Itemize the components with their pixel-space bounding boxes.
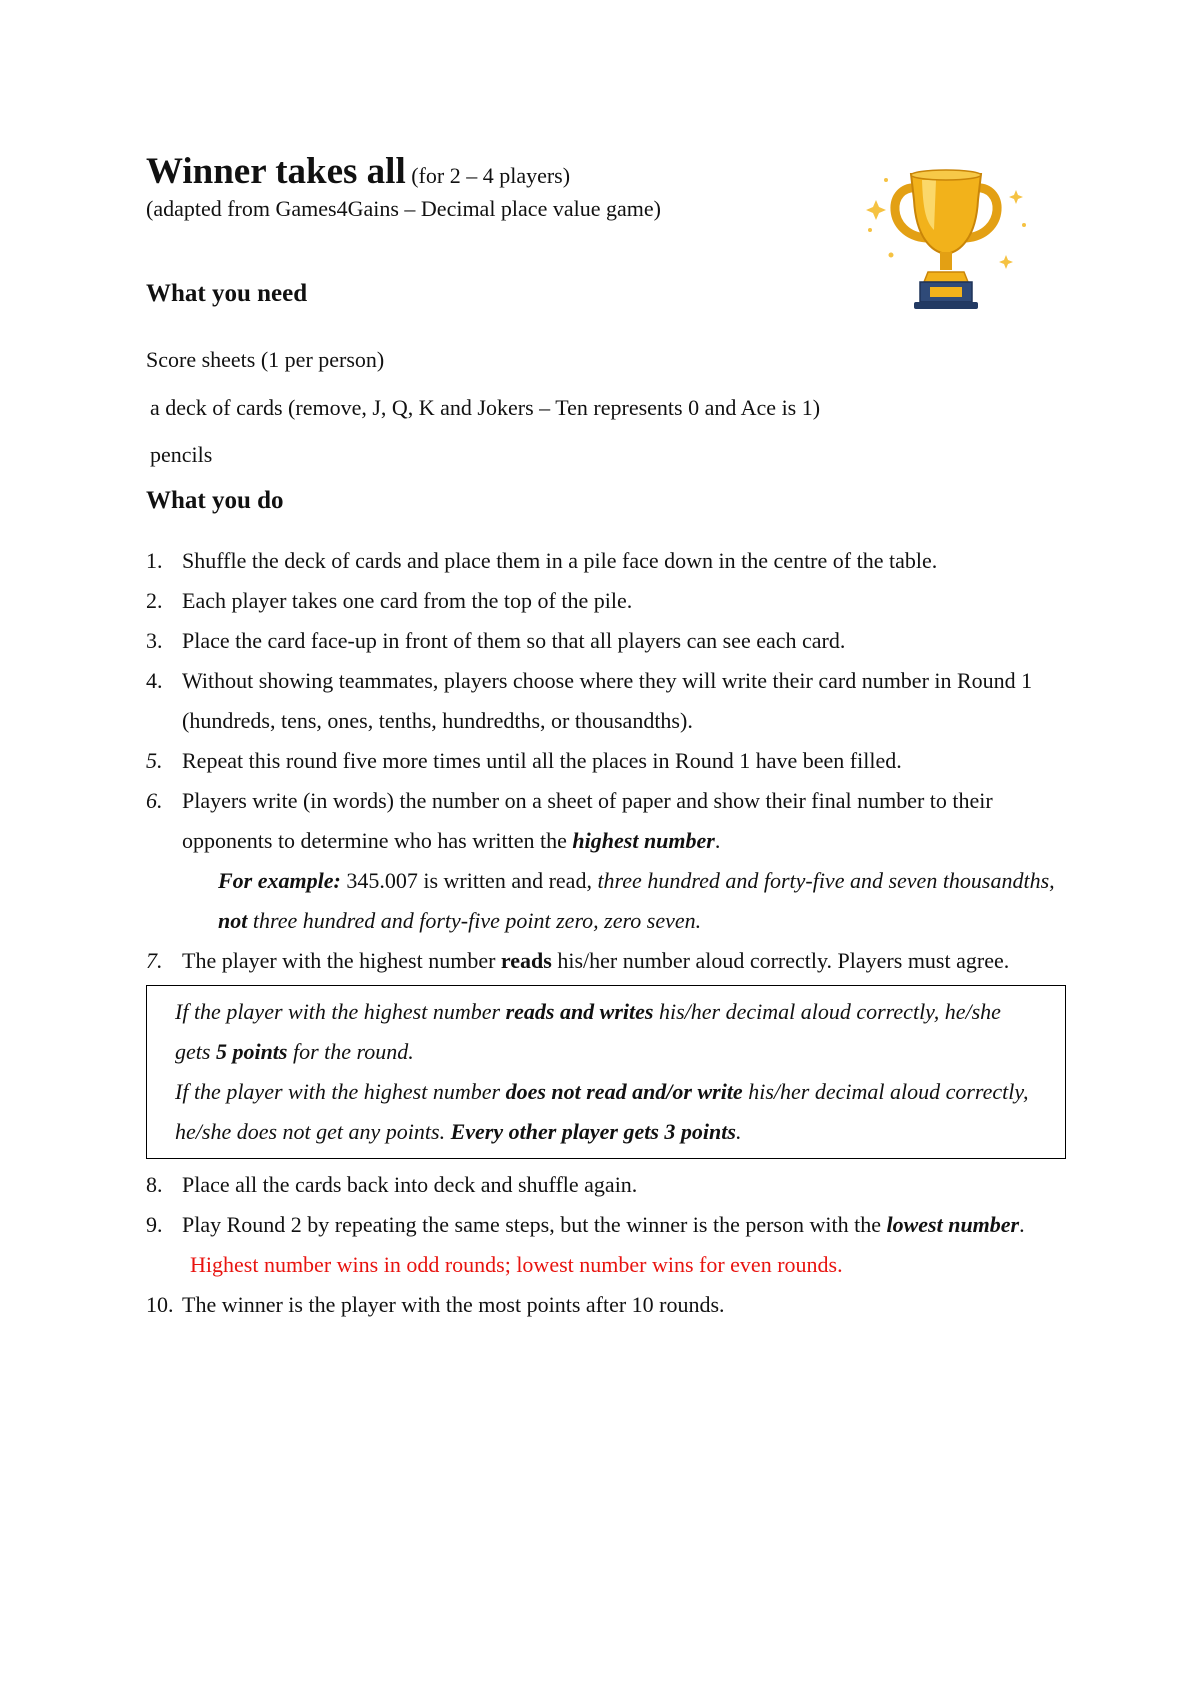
page-title	[146, 150, 570, 193]
steps-list	[146, 541, 1066, 1325]
step-8	[146, 1165, 1066, 1205]
example-correct-reading: three hundred and forty-five and seven thousandths,	[597, 868, 1055, 893]
five-points: 5 points	[215, 1039, 288, 1064]
example-not: not	[218, 908, 248, 933]
step-number: 3.	[146, 628, 163, 653]
title-main: Winner takes all	[146, 151, 406, 192]
adapted-from-note: (adapted from Games4Gains – Decimal place value game)	[146, 196, 661, 221]
need-item-deck: a deck of cards (remove, J, Q, K and Jokers – Ten represents 0 and Ace is 1)	[150, 395, 821, 420]
rule-incorrect	[175, 1072, 1037, 1152]
step-text: The player with the highest number	[182, 948, 501, 973]
highest-number-emphasis: highest number	[572, 828, 715, 853]
reads-emphasis: reads	[500, 948, 552, 973]
step-text: Players write (in words) the number on a sheet of paper and show their final number to their opponents to determine who has written the	[182, 788, 993, 853]
step-text: Place the card face-up in front of them so that all players can see each card.	[182, 628, 846, 653]
step-number: 2.	[146, 588, 163, 613]
step-number: 10.	[146, 1292, 174, 1317]
lowest-number-emphasis: lowest number	[886, 1212, 1020, 1237]
example-incorrect-reading: three hundred and forty-five point zero, zero seven.	[247, 908, 702, 933]
example-note	[146, 861, 1066, 941]
step-10	[146, 1285, 1066, 1325]
step-7	[146, 941, 1066, 981]
three-points: Every other player gets 3 points	[450, 1119, 736, 1144]
step-6	[146, 781, 1066, 861]
step-text-end: .	[1019, 1212, 1025, 1237]
step-number: 1.	[146, 548, 163, 573]
rule-correct	[175, 992, 1037, 1072]
what-you-need-heading: What you need	[146, 280, 308, 307]
step-text: Repeat this round five more times until all the places in Round 1 have been filled.	[182, 748, 902, 773]
step-2	[146, 581, 1066, 621]
scoring-rules-box	[146, 985, 1066, 1159]
step-text: Play Round 2 by repeating the same steps, but the winner is the person with the	[182, 1212, 887, 1237]
step-text-end: .	[714, 828, 721, 853]
example-label: For example:	[218, 868, 341, 893]
trophy-icon	[856, 160, 1036, 320]
step-text: Without showing teammates, players choose where they will write their card number in Round 1 (hundreds, tens, ones, tenths, hundredths, or thousandths).	[182, 668, 1033, 733]
rule-text: If the player with the highest number	[175, 999, 506, 1024]
step-text: Each player takes one card from the top of the pile.	[182, 588, 633, 613]
rule-emphasis: reads and writes	[505, 999, 654, 1024]
step-5	[146, 741, 1066, 781]
step-text: The winner is the player with the most points after 10 rounds.	[182, 1292, 725, 1317]
rule-text: his/her decimal aloud correctly, he/she gets	[175, 999, 1001, 1064]
example-number: 345.007	[340, 868, 418, 893]
step-4	[146, 661, 1066, 741]
step-number: 4.	[146, 668, 163, 693]
what-you-do-heading: What you do	[146, 487, 284, 514]
step-number: 9.	[146, 1212, 163, 1237]
step-text: Shuffle the deck of cards and place them in a pile face down in the centre of the table.	[182, 548, 938, 573]
need-item-pencils: pencils	[150, 442, 213, 467]
step-9	[146, 1205, 1066, 1245]
step-text: Place all the cards back into deck and shuffle again.	[182, 1172, 638, 1197]
rule-text: for the round.	[287, 1039, 414, 1064]
need-item-score-sheets: Score sheets (1 per person)	[146, 347, 385, 372]
rule-text: .	[735, 1119, 742, 1144]
step-number: 6.	[146, 788, 163, 813]
step-text-end: his/her number aloud correctly. Players must agree.	[551, 948, 1010, 973]
step-3	[146, 621, 1066, 661]
example-mid: is written and read,	[417, 868, 598, 893]
rule-text: If the player with the highest number	[175, 1079, 506, 1104]
rule-text: his/her decimal aloud correctly, he/she does not get any points.	[175, 1079, 1029, 1144]
round-rule-note: Highest number wins in odd rounds; lowest number wins for even rounds.	[190, 1252, 843, 1277]
step-number: 7.	[146, 948, 163, 973]
title-players: (for 2 – 4 players)	[405, 163, 571, 188]
step-number: 8.	[146, 1172, 163, 1197]
step-1	[146, 541, 1066, 581]
step-number: 5.	[146, 748, 163, 773]
rule-emphasis: does not read and/or write	[505, 1079, 743, 1104]
